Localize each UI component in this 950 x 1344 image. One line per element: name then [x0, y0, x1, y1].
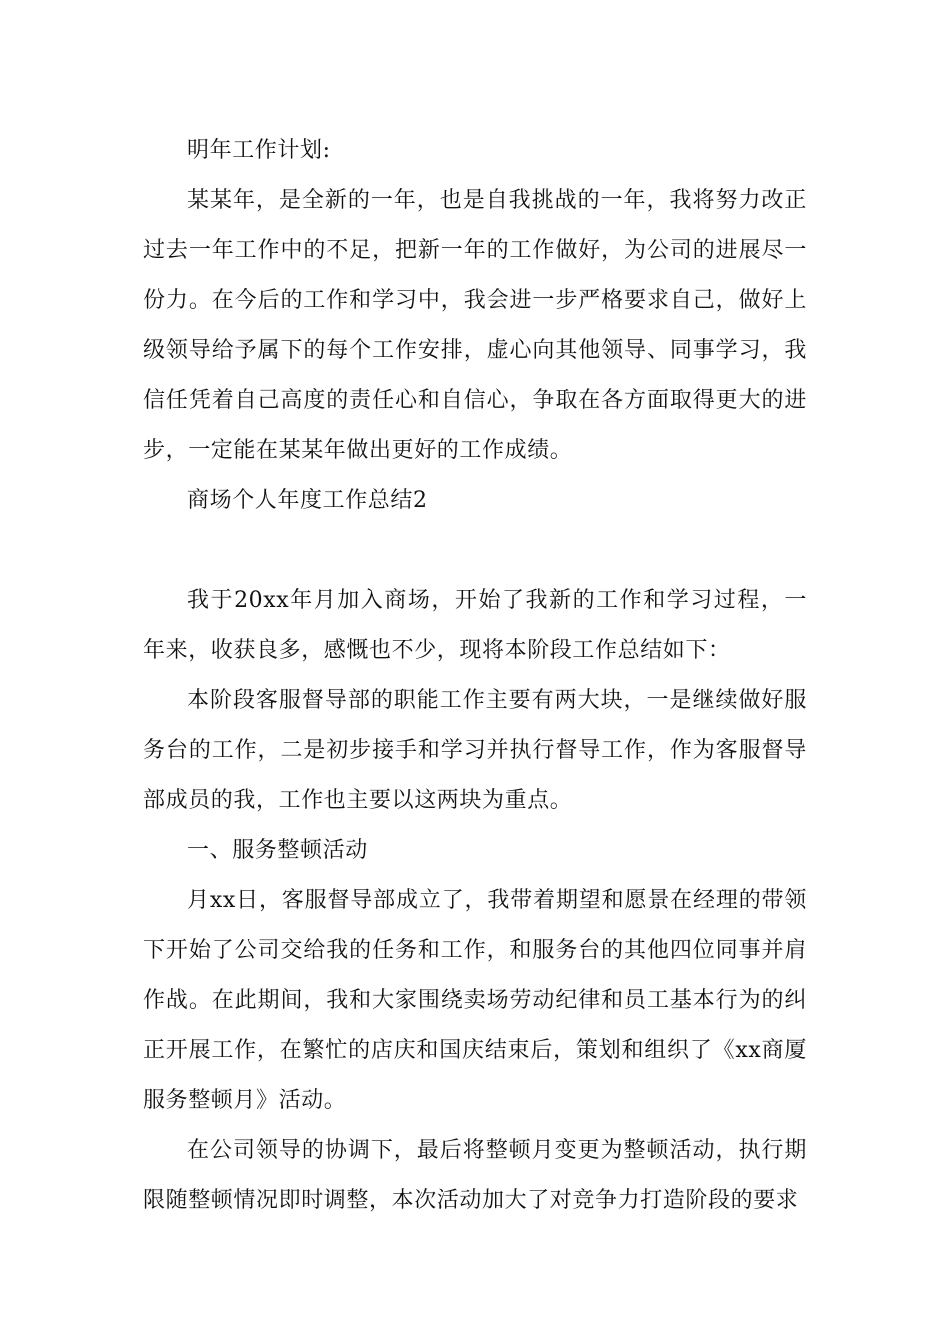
- paragraph-department-duties: 本阶段客服督导部的职能工作主要有两大块，一是继续做好服务台的工作，二是初步接手和学习并执行督导工作，作为客服督导部成员的我，工作也主要以这两块为重点。: [143, 688, 807, 813]
- section-title-summary-2: 商场个人年度工作总结2: [187, 488, 428, 513]
- document-body: [143, 126, 807, 1226]
- paragraph-rectification-continued: 在公司领导的协调下，最后将整顿月变更为整顿活动，执行期限随整顿情况即时调整，本次活动加大了对竞争力打造阶段的要求: [143, 1138, 807, 1213]
- paragraph-intro: 我于20xx年月加入商场，开始了我新的工作和学习过程，一年来，收获良多，感慨也不少，现将本阶段工作总结如下：: [143, 588, 807, 663]
- paragraph-rectification-start: 月xx日，客服督导部成立了，我带着期望和愿景在经理的带领下开始了公司交给我的任务和工作，和服务台的其他四位同事并肩作战。在此期间，我和大家围绕卖场劳动纪律和员工基本行为的纠正开展工作，在繁忙的店庆和国庆结束后，策划和组织了《xx商厦服务整顿月》活动。: [143, 888, 807, 1113]
- paragraph-plan-heading: 明年工作计划:: [187, 138, 331, 163]
- blank-line: [143, 526, 807, 576]
- paragraph-plan-body: 某某年，是全新的一年，也是自我挑战的一年，我将努力改正过去一年工作中的不足，把新一年的工作做好，为公司的进展尽一份力。在今后的工作和学习中，我会进一步严格要求自己，做好上级领导给予属下的每个工作安排，虚心向其他领导、同事学习，我信任凭着自己高度的责任心和自信心，争取在各方面取得更大的进步，一定能在某某年做出更好的工作成绩。: [143, 188, 807, 463]
- subheading-service-rectification: 一、服务整顿活动: [187, 838, 368, 863]
